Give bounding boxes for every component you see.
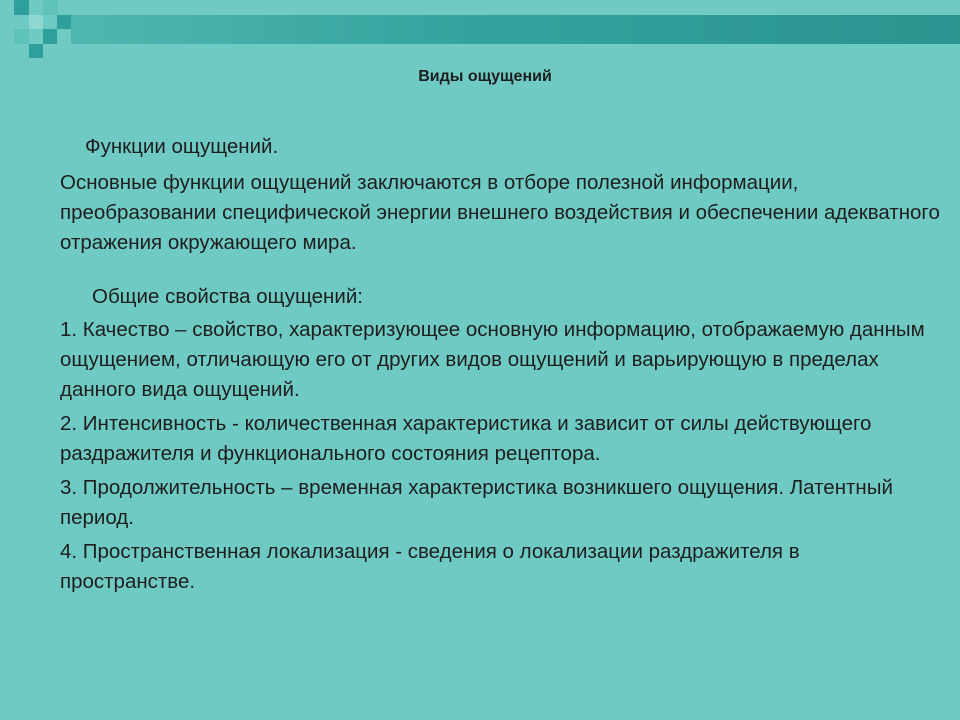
slide-content: [60, 132, 940, 601]
property-item-intensity: 2. Интенсивность - количественная характеристика и зависит от силы действующего раздражителя и функционального состояния рецептора.: [60, 412, 872, 465]
section-heading-properties: Общие свойства ощущений:: [92, 285, 363, 308]
property-item-quality: 1. Качество – свойство, характеризующее основную информацию, отображаемую данным ощущением, отличающую его от других видов ощущений и варьирующую в пределах данного вида ощущений.: [60, 318, 925, 401]
property-item-localization: 4. Пространственная локализация - сведения о локализации раздражителя в пространстве.: [60, 540, 800, 593]
header-bar: [71, 15, 960, 44]
decor-square: [29, 44, 43, 58]
slide-title: Виды ощущений: [418, 68, 552, 85]
decor-square: [29, 15, 43, 29]
decor-square: [57, 15, 71, 29]
header-decoration: [0, 0, 960, 60]
functions-paragraph: Основные функции ощущений заключаются в отборе полезной информации, преобразовании специфической энергии внешнего воздействия и обеспечении адекватного отражения окружающего мира.: [60, 171, 940, 254]
decor-square: [43, 29, 57, 44]
decor-square: [14, 29, 29, 44]
property-item-duration: 3. Продолжительность – временная характеристика возникшего ощущения. Латентный период.: [60, 476, 893, 529]
decor-square: [43, 0, 58, 15]
decor-square: [14, 0, 29, 15]
section-heading-functions: Функции ощущений.: [85, 135, 279, 158]
